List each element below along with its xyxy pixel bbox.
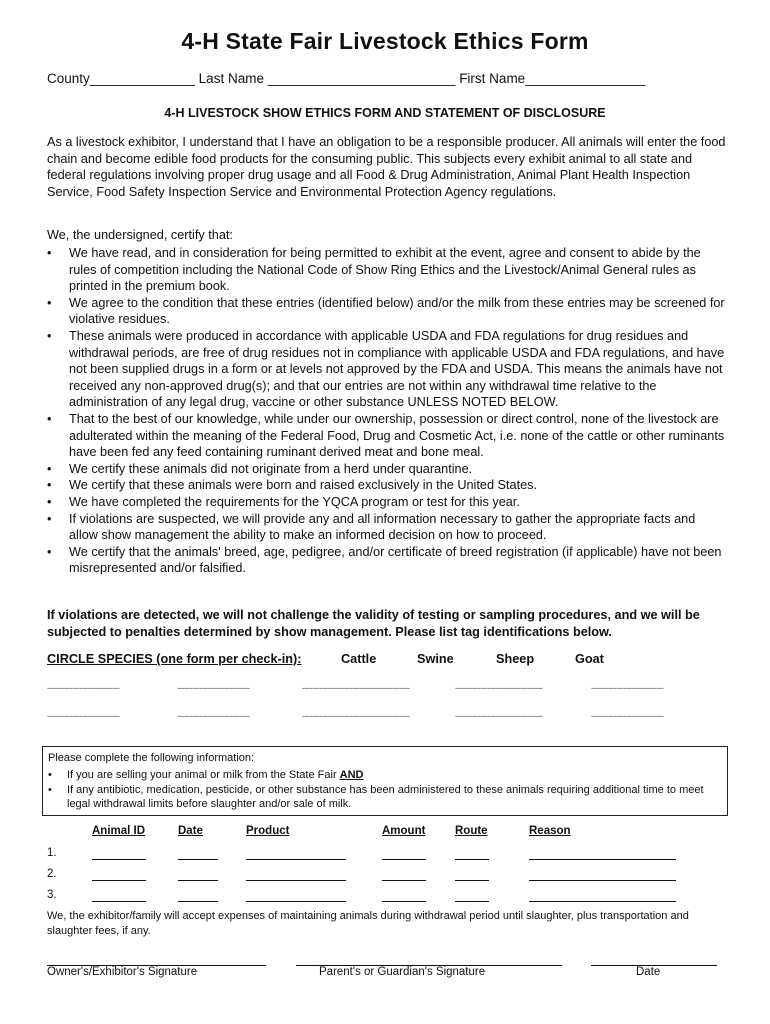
parent-signature-label: Parent's or Guardian's Signature — [319, 966, 486, 978]
info-box-bullet: • If any antibiotic, medication, pesticide, or other substance has been administered to these animals requiring additional time to meet legal withdrawal limits before slaughter and/or sale of milk. — [48, 783, 718, 811]
info-box — [42, 746, 728, 816]
animal-id-field[interactable] — [92, 901, 146, 902]
certification-item: • We certify these animals did not originate from a herd under quarantine. — [47, 461, 727, 478]
date-signature-label: Date — [636, 966, 661, 978]
certification-item: • These animals were produced in accordance with applicable USDA and FDA regulations for drug residues and withdrawal periods, are free of drug residues not in compliance with applicable USDA and FDA regulations, and have not been supplied drugs in a form or at levels not approved by the FDA and USDA. This means the animals have not received any non-approved drug(s); and that our entries are not within any withdrawal time relative to the administration of any legal drug, vaccine or other substance UNLESS NOTED BELOW. — [47, 328, 727, 411]
row-number: 3. — [47, 889, 57, 901]
tag-line[interactable]: ------------------------------------------- — [302, 683, 410, 693]
reason-field[interactable] — [529, 901, 676, 902]
col-header-date: Date — [178, 825, 203, 837]
amount-field[interactable] — [382, 901, 426, 902]
info-box-and-emphasis: AND — [339, 769, 364, 781]
tag-line[interactable]: ----------------------------------- — [455, 683, 543, 693]
product-field[interactable] — [246, 901, 346, 902]
date-field[interactable] — [178, 901, 218, 902]
species-option-cattle[interactable]: Cattle — [341, 652, 377, 666]
certification-item: • That to the best of our knowledge, while under our ownership, possession or direct control, none of the livestock are adulterated within the meaning of the Federal Food, Drug and Cosmetic Act, i.e. none of the cattle or other ruminants have been fed any feed containing ruminant derived meat and bone meal. — [47, 411, 727, 461]
animal-id-field[interactable] — [92, 859, 146, 860]
certification-list — [47, 245, 727, 577]
col-header-amount: Amount — [382, 825, 426, 837]
row-number: 1. — [47, 847, 57, 859]
species-option-goat[interactable]: Goat — [575, 652, 604, 666]
certification-item: • We certify that these animals were born and raised exclusively in the United States. — [47, 477, 727, 494]
product-field[interactable] — [246, 859, 346, 860]
col-header-route: Route — [455, 825, 488, 837]
expense-note: We, the exhibitor/family will accept expenses of maintaining animals during withdrawal period until slaughter, plus transportation and slaughter fees, if any. — [47, 910, 689, 937]
info-box-bullet — [48, 768, 718, 782]
violations-statement: If violations are detected, we will not challenge the validity of testing or sampling procedures, and we will be subjected to penalties determined by show management. Please list tag identifications below. — [47, 608, 700, 639]
tag-line[interactable]: ----------------------------- — [177, 683, 250, 693]
amount-field[interactable] — [382, 880, 426, 881]
date-field[interactable] — [178, 859, 218, 860]
route-field[interactable] — [455, 859, 489, 860]
county-field[interactable]: ______________ — [89, 71, 195, 86]
certification-item: • If violations are suspected, we will provide any and all information necessary to gather the appropriate facts and allow show management the ability to make an informed decision on how to proceed. — [47, 511, 727, 544]
page-title: 4-H State Fair Livestock Ethics Form — [181, 28, 589, 54]
form-subheading: 4-H LIVESTOCK SHOW ETHICS FORM AND STATEMENT OF DISCLOSURE — [164, 106, 606, 120]
species-row — [47, 652, 727, 670]
county-label: County — [47, 71, 90, 86]
tag-line[interactable]: ----------------------------- — [47, 683, 120, 693]
certification-item: • We have read, and in consideration for being permitted to exhibit at the event, agree and consent to abide by the rules of competition including the National Code of Show Ring Ethics and the Livestock/Animal General rules as printed in the premium book. — [47, 245, 727, 295]
first-name-field[interactable]: ________________ — [525, 71, 646, 86]
last-name-field[interactable]: _________________________ — [267, 71, 456, 86]
product-field[interactable] — [246, 880, 346, 881]
tag-line[interactable]: ----------------------------- — [47, 711, 120, 721]
tag-line[interactable]: ----------------------------- — [591, 711, 664, 721]
certification-item: • We agree to the condition that these entries (identified below) and/or the milk from these entries may be screened for violative residues. — [47, 295, 727, 328]
route-field[interactable] — [455, 880, 489, 881]
col-header-animal-id: Animal ID — [92, 825, 146, 837]
tag-line[interactable]: ----------------------------- — [591, 683, 664, 693]
certify-intro: We, the undersigned, certify that: — [47, 228, 233, 242]
reason-field[interactable] — [529, 880, 676, 881]
reason-field[interactable] — [529, 859, 676, 860]
date-field[interactable] — [178, 880, 218, 881]
last-name-label: Last Name — [198, 71, 264, 86]
species-option-swine[interactable]: Swine — [417, 652, 454, 666]
species-option-sheep[interactable]: Sheep — [496, 652, 535, 666]
tag-line[interactable]: ------------------------------------------- — [302, 711, 410, 721]
amount-field[interactable] — [382, 859, 426, 860]
species-label: CIRCLE SPECIES (one form per check-in): — [47, 652, 302, 666]
info-box-bullet-text: If you are selling your animal or milk from the State Fair — [67, 769, 340, 781]
info-box-title: Please complete the following information: — [48, 752, 255, 764]
owner-signature-label: Owner's/Exhibitor's Signature — [47, 966, 198, 978]
certification-item: • We certify that the animals' breed, age, pedigree, and/or certificate of breed registration (if applicable) have not been misrepresented and/or falsified. — [47, 544, 727, 577]
intro-paragraph: As a livestock exhibitor, I understand that I have an obligation to be a responsible producer. All animals will enter the food chain and become edible food products for the consuming public. This subjects every exhibit animal to all state and federal regulations involving proper drug usage and all Food & Drug Administration, Animal Plant Health Inspection Service, Food Safety Inspection Service and Environmental Protection Agency regulations. — [47, 135, 726, 199]
row-number: 2. — [47, 868, 57, 880]
tag-line[interactable]: ----------------------------- — [177, 711, 250, 721]
certification-item: • We have completed the requirements for the YQCA program or test for this year. — [47, 494, 727, 511]
animal-id-field[interactable] — [92, 880, 146, 881]
first-name-label: First Name — [459, 71, 526, 86]
tag-line[interactable]: ----------------------------------- — [455, 711, 543, 721]
col-header-reason: Reason — [529, 825, 571, 837]
col-header-product: Product — [246, 825, 290, 837]
route-field[interactable] — [455, 901, 489, 902]
header-fields — [47, 71, 645, 86]
